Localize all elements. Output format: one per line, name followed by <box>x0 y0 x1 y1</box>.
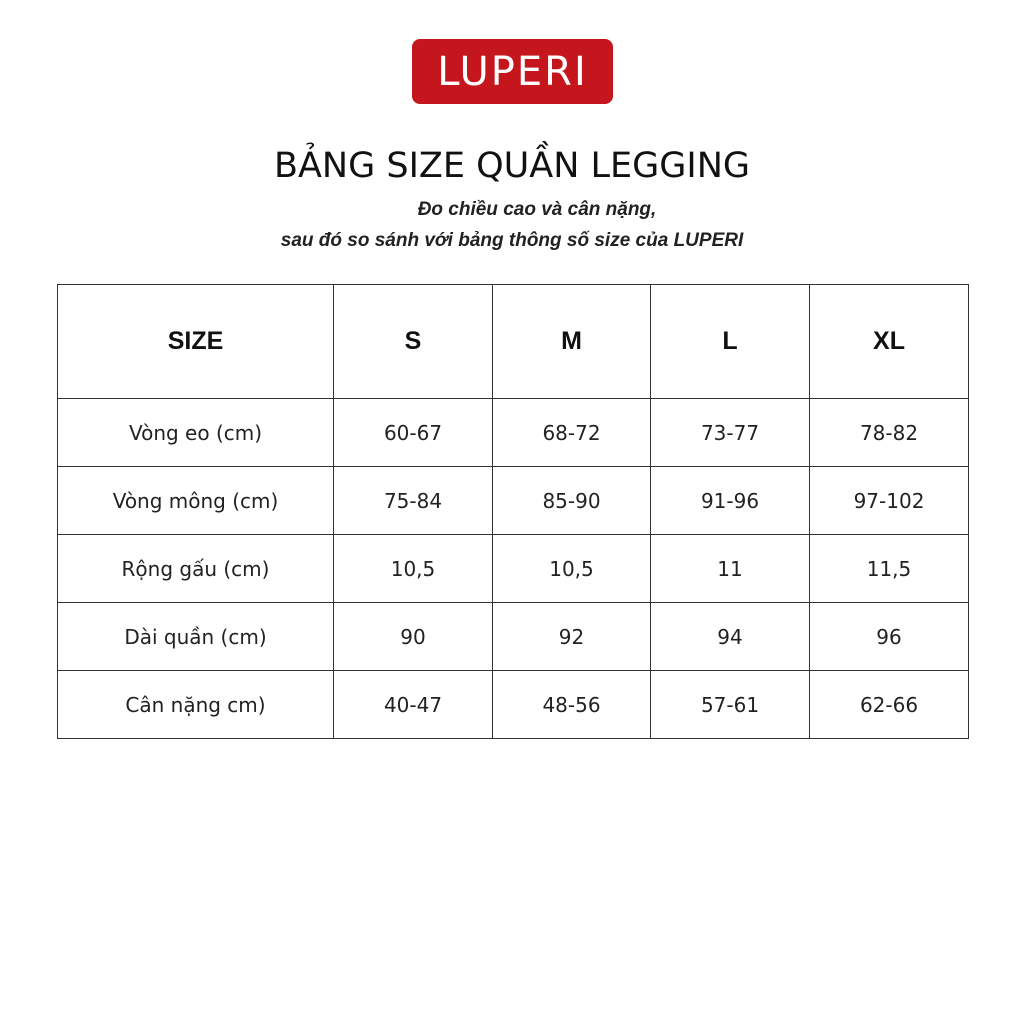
header-s: S <box>334 285 493 399</box>
table-cell: 40-47 <box>334 671 493 739</box>
table-row <box>58 603 969 671</box>
brand-logo-text: LUPERI <box>437 48 588 95</box>
header-size: SIZE <box>58 285 334 399</box>
header-l: L <box>651 285 810 399</box>
table-cell: 68-72 <box>493 399 651 467</box>
table-cell: 11 <box>651 535 810 603</box>
table-row <box>58 671 969 739</box>
table-cell: 48-56 <box>493 671 651 739</box>
row-label: Cân nặng cm) <box>58 671 334 739</box>
table-cell: 91-96 <box>651 467 810 535</box>
table-cell: 10,5 <box>334 535 493 603</box>
table-cell: 10,5 <box>493 535 651 603</box>
table-header-row <box>58 285 969 399</box>
row-label: Rộng gấu (cm) <box>58 535 334 603</box>
header-m: M <box>493 285 651 399</box>
page-title: BẢNG SIZE QUẦN LEGGING <box>273 146 751 186</box>
table-cell: 97-102 <box>810 467 969 535</box>
row-label: Vòng eo (cm) <box>58 399 334 467</box>
table-cell: 11,5 <box>810 535 969 603</box>
table-cell: 62-66 <box>810 671 969 739</box>
table-row <box>58 535 969 603</box>
subtitle-line-2: sau đó so sánh với bảng thông số size của LUPERI <box>280 230 744 251</box>
row-label: Dài quần (cm) <box>58 603 334 671</box>
table-cell: 57-61 <box>651 671 810 739</box>
table-cell: 75-84 <box>334 467 493 535</box>
table-row <box>58 399 969 467</box>
brand-logo <box>412 39 613 104</box>
size-chart-table <box>57 284 969 739</box>
header-xl: XL <box>810 285 969 399</box>
subtitle-line-1: Đo chiều cao và cân nặng, <box>417 199 657 220</box>
table-cell: 85-90 <box>493 467 651 535</box>
table-cell: 73-77 <box>651 399 810 467</box>
table-cell: 78-82 <box>810 399 969 467</box>
table-cell: 92 <box>493 603 651 671</box>
table-cell: 90 <box>334 603 493 671</box>
table-cell: 94 <box>651 603 810 671</box>
row-label: Vòng mông (cm) <box>58 467 334 535</box>
table-cell: 60-67 <box>334 399 493 467</box>
table-row <box>58 467 969 535</box>
table-cell: 96 <box>810 603 969 671</box>
